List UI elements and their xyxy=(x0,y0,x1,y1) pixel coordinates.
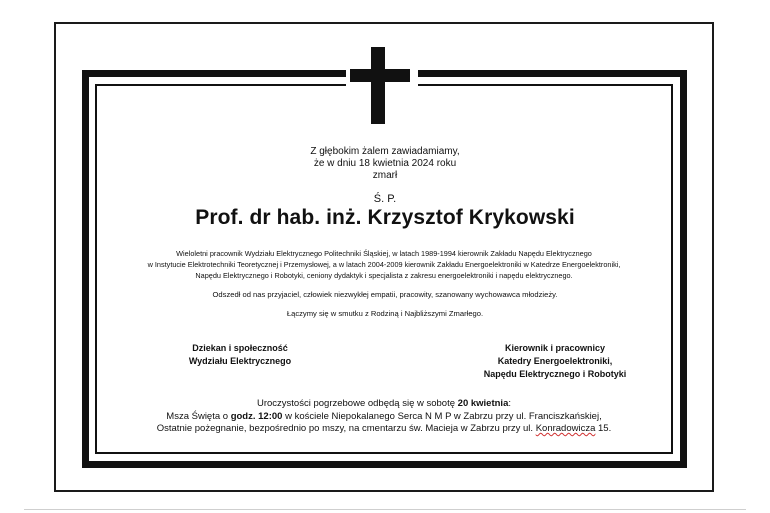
signature-department xyxy=(455,342,655,381)
deceased-name: Prof. dr hab. inż. Krzysztof Krykowski xyxy=(195,206,575,229)
bio-line: Napędu Elektrycznego i Robotyki, ceniony dydaktyk i specjalista z zakresu energoelektroniki i napędu elektrycznego. xyxy=(195,271,573,280)
biography xyxy=(96,248,672,281)
intro-line: zmarł xyxy=(372,170,398,181)
intro-line: Z głębokim żalem zawiadamiamy, xyxy=(310,146,460,157)
intro-text xyxy=(100,146,670,182)
condolence-text: Łączymy się w smutku z Rodziną i Najbliższymi Zmarłego. xyxy=(286,309,484,318)
signature-line: Dziekan i społeczność xyxy=(192,343,288,353)
signature-dean xyxy=(170,342,310,368)
funeral-line-2: Msza Święta o godz. 12:00 w kościele Niepokalanego Serca N M P w Zabrzu przy ul. Franciszkańskiej, xyxy=(166,410,602,422)
signature-line: Wydziału Elektrycznego xyxy=(188,356,292,366)
funeral-line-1: Uroczystości pogrzebowe odbędą się w sobotę 20 kwietnia: xyxy=(256,398,511,409)
funeral-line-3: Ostatnie pożegnanie, bezpośrednio po mszy, na cmentarzu św. Macieja w Zabrzu przy ul. Konradowicza 15. xyxy=(156,423,612,434)
bio-line: Wieloletni pracownik Wydziału Elektrycznego Politechniki Śląskiej, w latach 1989-1994 kierownik Zakładu Napędu Elektrycznego xyxy=(176,249,592,258)
signature-line: Katedry Energoelektroniki, xyxy=(497,356,613,366)
spellcheck-word: Konradowicza xyxy=(535,423,596,434)
funeral-details xyxy=(96,398,672,436)
intro-line: że w dniu 18 kwietnia 2024 roku xyxy=(313,158,457,169)
sp-label: Ś. P. xyxy=(373,193,397,205)
page-divider xyxy=(24,509,746,510)
farewell-text: Odszedł od nas przyjaciel, człowiek niezwykłej empatii, pracowity, szanowany wychowawca młodzieży. xyxy=(212,290,558,299)
bio-line: w Instytucie Elektrotechniki Teoretycznej i Przemysłowej, a w latach 2004-2009 kierownik Zakładu Energoelektroniki w Katedrze Energoelektroniki, xyxy=(147,260,621,269)
signature-line: Kierownik i pracownicy xyxy=(504,343,606,353)
signature-line: Napędu Elektrycznego i Robotyki xyxy=(483,369,627,379)
